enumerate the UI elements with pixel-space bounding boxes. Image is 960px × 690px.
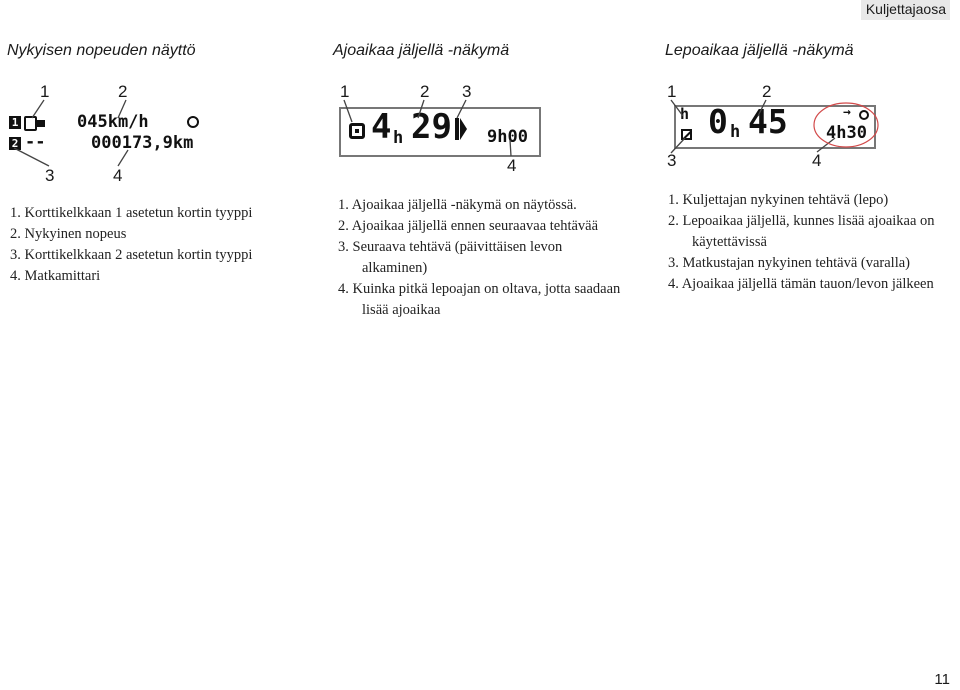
leader-line-2	[758, 100, 766, 116]
hours-unit: h	[730, 122, 741, 142]
highlight-circle	[814, 103, 878, 147]
driving-time-minutes: 29	[411, 107, 452, 147]
page-number: 11	[934, 671, 950, 688]
odometer: 000173,9km	[91, 133, 194, 153]
callout-4: 4	[113, 166, 123, 185]
list-item: 4. Kuinka pitkä lepoajan on oltava, jotta saadaan lisää ajoaikaa	[338, 281, 621, 318]
list-item: 2. Ajoaikaa jäljellä ennen seuraavaa tehtävää	[338, 218, 599, 234]
callout-4: 4	[812, 151, 822, 170]
callout-3: 3	[667, 151, 677, 170]
list-item: 1. Korttikelkkaan 1 asetetun kortin tyyppi	[10, 205, 253, 221]
next-rest-duration: 9h00	[487, 127, 528, 147]
leader-line-3	[14, 148, 49, 166]
callout-3: 3	[45, 166, 55, 185]
current-speed: 045km/h	[77, 112, 149, 132]
list-item: 2. Nykyinen nopeus	[10, 226, 127, 242]
leader-line-4	[118, 150, 128, 166]
callout-1: 1	[340, 82, 350, 101]
list-item: 4. Matkamittari	[10, 268, 101, 284]
callout-2: 2	[118, 82, 128, 101]
list-item: 4. Ajoaikaa jäljellä tämän tauon/levon jälkeen	[668, 276, 934, 292]
leader-line-1	[344, 100, 352, 122]
section-tag: Kuljettajaosa	[861, 0, 950, 20]
list-item: 3. Matkustajan nykyinen tehtävä (varalla)	[668, 255, 910, 271]
callout-3: 3	[462, 82, 472, 101]
leader-line-1	[32, 100, 44, 118]
leader-line-1	[671, 100, 683, 116]
leader-line-2	[118, 100, 126, 118]
card-slot-1-icon: 1	[9, 116, 21, 129]
leader-line-3	[457, 100, 466, 118]
rest-time-hours: 0	[708, 102, 728, 141]
callout-2: 2	[420, 82, 430, 101]
list-item: 1. Ajoaikaa jäljellä -näkymä on näytössä.	[338, 197, 577, 213]
list-item: 3. Korttikelkkaan 2 asetetun kortin tyyppi	[10, 247, 253, 263]
section-title-driving-time: Ajoaikaa jäljellä -näkymä	[333, 42, 510, 59]
leader-line-2	[418, 100, 424, 118]
driving-time-hours: 4	[371, 107, 392, 147]
leader-line-3	[671, 138, 685, 153]
hours-unit: h	[393, 128, 404, 148]
driving-time-after-rest: 4h30	[826, 123, 867, 143]
section-title-rest-time: Lepoaikaa jäljellä -näkymä	[665, 42, 854, 59]
list-item: 3. Seuraava tehtävä (päivittäisen levon alkaminen)	[338, 239, 563, 276]
rest-time-minutes: 45	[748, 102, 788, 141]
card-slot-2-empty: --	[25, 132, 46, 152]
next-driving-arrow-icon: →	[843, 105, 851, 120]
list-item: 2. Lepoaikaa jäljellä, kunnes lisää ajoaikaa on käytettävissä	[668, 213, 935, 250]
card-slot-2-icon: 2	[9, 137, 21, 150]
section-title-current-speed: Nykyisen nopeuden näyttö	[7, 42, 196, 59]
list-item: 1. Kuljettajan nykyinen tehtävä (lepo)	[668, 192, 889, 208]
rest-bed-icon: h	[680, 105, 690, 123]
callout-4: 4	[507, 156, 517, 175]
leader-line-4	[510, 140, 511, 156]
callout-1: 1	[667, 82, 677, 101]
callout-1: 1	[40, 82, 50, 101]
callout-2: 2	[762, 82, 772, 101]
